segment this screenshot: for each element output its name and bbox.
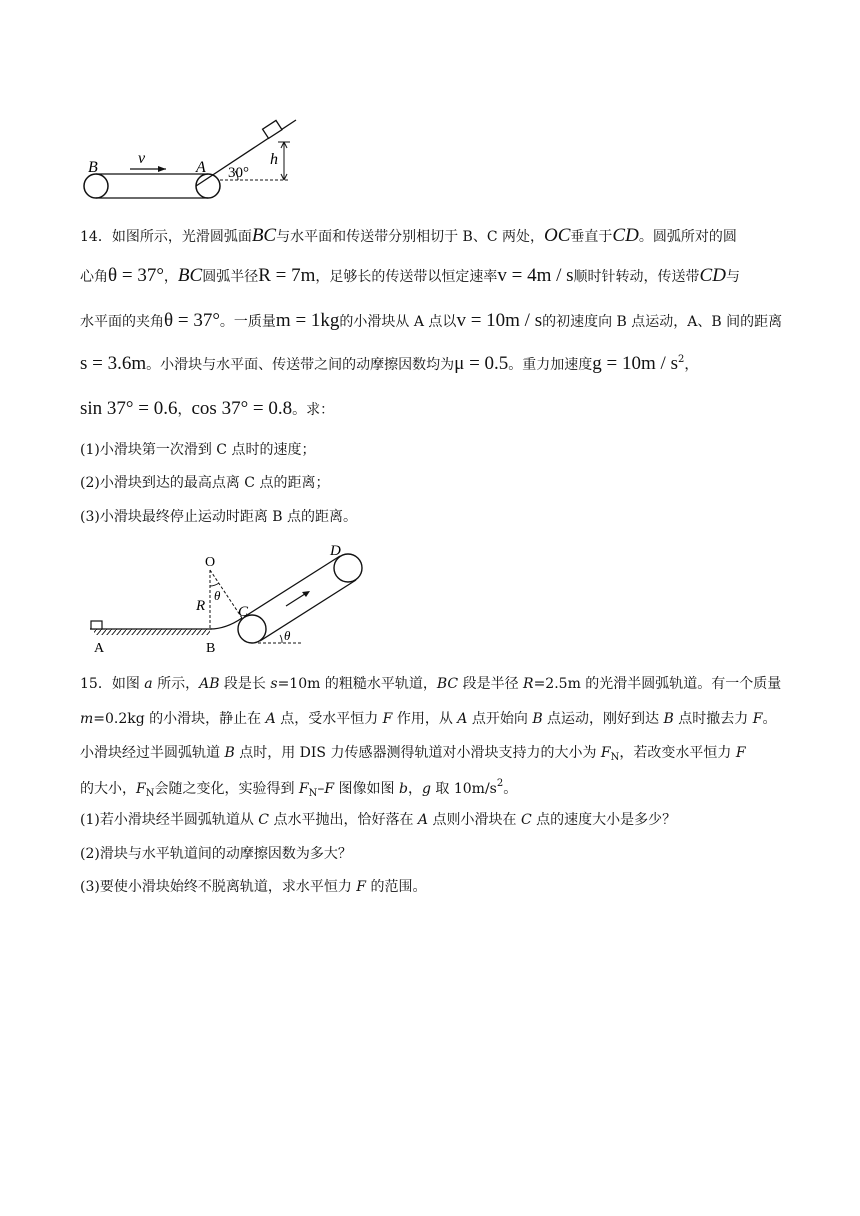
q15-var: F — [136, 781, 146, 797]
q15-var: A — [265, 711, 276, 727]
q14-text: 。圆弧所对的圆 — [638, 229, 737, 245]
q15-text: 图像如图 — [334, 781, 400, 797]
q14-text: 的初速度向 B 点运动，A、B 间的距离 — [542, 314, 783, 330]
q15-text: =10m 的粗糙水平轨道， — [277, 676, 437, 692]
q15-text: =0.2kg 的小滑块，静止在 — [93, 711, 266, 727]
q15-subquestion-1 — [80, 813, 780, 827]
q14-line-3 — [80, 310, 783, 331]
q15-text: 点开始向 — [467, 711, 533, 727]
q15-line-2 — [80, 712, 780, 726]
q15-line-3 — [80, 746, 780, 763]
label-b: B — [206, 641, 216, 656]
q14-text: 。小滑块与水平面、传送带之间的动摩擦因数均为 — [146, 357, 455, 373]
q15-var: BC — [436, 676, 459, 692]
label-a: A — [196, 159, 206, 176]
figure-arc-conveyor — [86, 540, 376, 660]
q15-text: 点时，用 DIS 力传感器测得轨道对小滑块支持力的大小为 — [234, 745, 601, 761]
q14-math: OC — [544, 225, 571, 246]
q15-text: 作用，从 — [392, 711, 458, 727]
q15-subscript: N — [610, 752, 620, 763]
q15-text: (3)要使小滑块始终不脱离轨道，求水平恒力 — [80, 879, 357, 895]
q14-line-5 — [80, 399, 780, 418]
q14-subquestion-2: (2)小滑块到达的最高点离 C 点的距离； — [80, 475, 330, 491]
q14-text: 。一质量 — [219, 314, 276, 330]
belt-top — [244, 556, 340, 617]
q14-text: 。求： — [292, 402, 335, 418]
theta-arc-bottom — [280, 635, 282, 643]
q14-math: m = 1kg — [275, 310, 340, 331]
q14-text: 垂直于 — [570, 229, 613, 245]
q14-superscript: 2 — [677, 354, 685, 365]
q15-var: F — [298, 781, 309, 797]
q15-var: F — [600, 745, 611, 761]
q15-text: 。 — [762, 711, 777, 727]
q14-line-1 — [80, 226, 780, 245]
q15-var: F — [382, 711, 393, 727]
q15-text: 点水平抛出，恰好落在 — [269, 812, 418, 828]
q15-var: m — [80, 711, 94, 727]
q15-var: F — [735, 745, 746, 761]
q15-var: B — [663, 711, 674, 727]
q15-subscript: N — [145, 788, 155, 799]
q15-var: A — [457, 711, 468, 727]
q15-var: s — [270, 676, 278, 692]
label-theta-bottom: θ — [284, 628, 291, 643]
q15-text: 点运动，刚好到达 — [542, 711, 664, 727]
q14-math: θ = 37° — [108, 265, 164, 286]
q15-text: 。 — [503, 781, 518, 797]
q15-var: b — [399, 781, 408, 797]
q15-superscript: 2 — [496, 778, 504, 789]
q14-math: v = 4m / s — [497, 265, 574, 286]
q15-var: A — [417, 812, 429, 828]
q15-text: 所示， — [152, 676, 200, 692]
q15-var: AB — [199, 676, 220, 692]
q15-subquestion-2: (2)滑块与水平轨道间的动摩擦因数为多大？ — [80, 846, 352, 862]
label-r: R — [196, 598, 206, 614]
q14-text: ， — [177, 402, 192, 418]
q14-line-2 — [80, 266, 780, 285]
q14-math: θ = 37° — [164, 310, 220, 331]
q14-subquestion-3: (3)小滑块最终停止运动时距离 B 点的距离。 — [80, 509, 358, 525]
q15-var: F — [752, 711, 763, 727]
q14-math: R = 7m — [258, 265, 316, 286]
q15-text: 的大小， — [80, 781, 136, 797]
q14-line-4 — [80, 354, 780, 373]
q14-math: s = 3.6m — [80, 353, 147, 374]
q14-math: BC — [251, 225, 277, 246]
q15-var: C — [520, 812, 532, 828]
label-o: O — [205, 555, 216, 570]
block-on-incline — [263, 120, 282, 138]
q15-text: 点，受水平恒力 — [275, 711, 383, 727]
q15-text: 15．如图 — [80, 676, 145, 692]
q14-text: 与水平面和传送带分别相切于 B、C 两处， — [276, 229, 545, 245]
q15-subquestion-3 — [80, 880, 780, 894]
q14-text: 水平面的夹角 — [80, 314, 164, 330]
q14-text: 与 — [725, 269, 740, 285]
q15-var: R — [523, 676, 534, 692]
q15-text: 会随之变化，实验得到 — [154, 781, 299, 797]
q15-text: ， — [407, 781, 422, 797]
belt-bottom — [260, 580, 356, 641]
q15-line-1 — [80, 677, 780, 691]
q14-text: 14．如图所示，光滑圆弧面 — [80, 229, 252, 245]
q15-var: g — [421, 781, 431, 797]
q14-text: ， — [684, 357, 699, 373]
q14-text: 圆弧半径 — [202, 269, 259, 285]
ground-hatch — [94, 629, 210, 635]
q15-text: (1)若小滑块经半圆弧轨道从 — [80, 812, 259, 828]
label-theta-top: θ — [214, 588, 221, 603]
q14-math: sin 37° = 0.6 — [80, 398, 178, 419]
label-c: C — [238, 604, 249, 620]
q15-text: =2.5m 的光滑半圆弧轨道。有一个质量 — [533, 676, 782, 692]
q14-text: 顺时针转动，传送带 — [573, 269, 700, 285]
q15-text: 的范围。 — [366, 879, 427, 895]
label-b: B — [88, 159, 98, 176]
q14-math: CD — [699, 265, 726, 286]
belt-direction-arrowhead — [302, 591, 310, 597]
q15-text: 点时撤去力 — [673, 711, 753, 727]
q14-text: ， — [163, 269, 178, 285]
q14-math: cos 37° = 0.8 — [191, 398, 293, 419]
q14-subquestion-1: (1)小滑块第一次滑到 C 点时的速度； — [80, 442, 316, 458]
q15-subscript: N — [308, 788, 318, 799]
q14-math: g = 10m / s — [592, 353, 678, 374]
q14-math: CD — [612, 225, 639, 246]
q15-text: 段是长 — [219, 676, 271, 692]
q15-var: a — [144, 676, 153, 692]
q14-text: 的小滑块从 A 点以 — [339, 314, 457, 330]
theta-arc-top — [210, 583, 219, 586]
q15-text: 段是半径 — [458, 676, 524, 692]
label-a: A — [94, 641, 105, 656]
label-angle: 30° — [228, 165, 249, 181]
label-v: v — [138, 150, 146, 167]
figure-conveyor-incline — [78, 112, 298, 204]
label-d: D — [330, 543, 341, 559]
q15-var: C — [258, 812, 269, 828]
q14-math: v = 10m / s — [456, 310, 543, 331]
slider-block — [91, 621, 102, 629]
label-h: h — [270, 151, 278, 168]
q15-text: – — [317, 781, 325, 797]
q14-math: BC — [177, 265, 203, 286]
q15-text: 点则小滑块在 — [428, 812, 521, 828]
q15-text: 取 10m/s — [430, 781, 497, 797]
q15-text: 小滑块经过半圆弧轨道 — [80, 745, 225, 761]
pulley-b — [84, 174, 108, 198]
q15-var: F — [356, 879, 366, 895]
q14-text: 心角 — [80, 269, 108, 285]
q15-line-4 — [80, 779, 780, 799]
q14-text: ，足够长的传送带以恒定速率 — [315, 269, 498, 285]
q15-text: 点的速度大小是多少？ — [531, 812, 677, 828]
q14-math: μ = 0.5 — [454, 353, 509, 374]
q15-var: B — [224, 745, 235, 761]
q14-text: 。重力加速度 — [508, 357, 593, 373]
q15-text: ，若改变水平恒力 — [619, 745, 736, 761]
q15-var: B — [532, 711, 543, 727]
q15-var: F — [324, 781, 335, 797]
velocity-arrowhead — [158, 166, 166, 172]
